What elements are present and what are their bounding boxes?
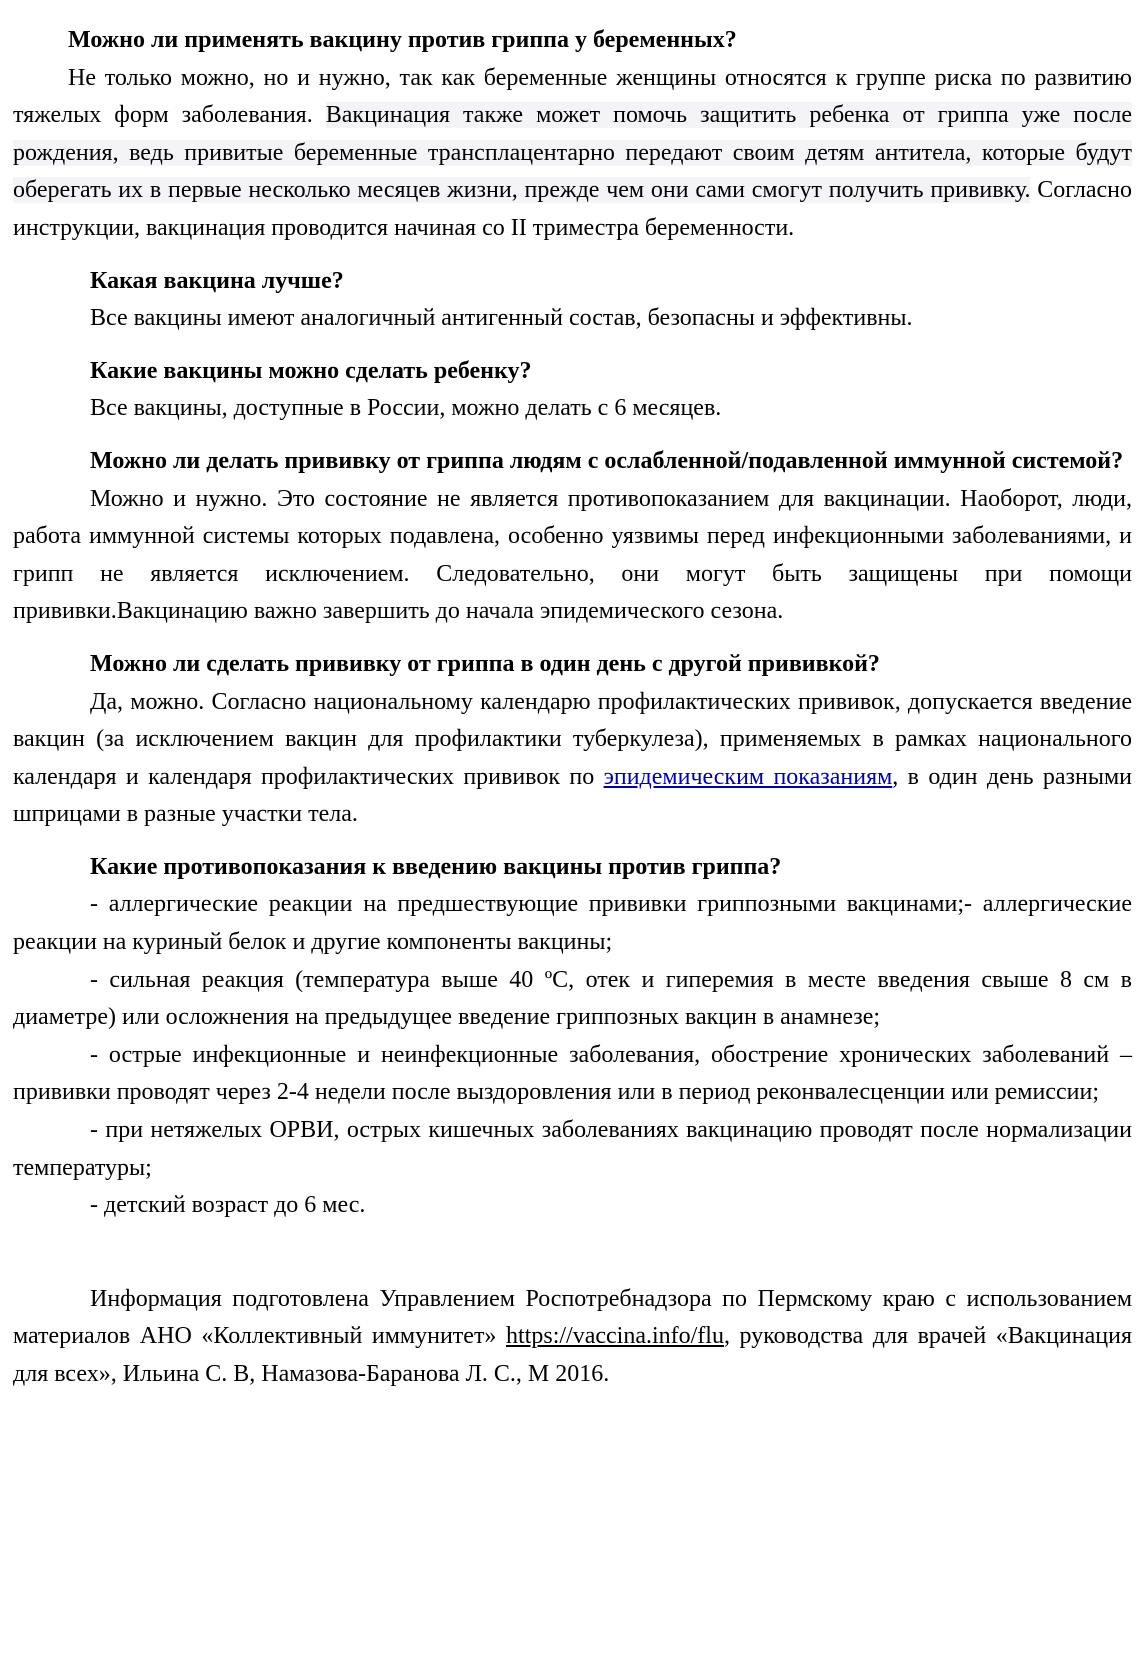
epidemic-indications-link[interactable]: эпидемическим показаниям xyxy=(603,763,893,790)
paragraph-which-vaccine-better: Все вакцины имеют аналогичный антигенный состав, безопасны и эффективны. xyxy=(90,305,913,332)
text-run: Не только можно, но и нужно, так как беременные женщины относятся к группе риска по развитию тяжелых форм заболевания. xyxy=(13,64,1132,129)
text-run: Информация подготовлена Управлением Роспотребнадзора по Пермскому краю с использованием материалов АНО «Коллективный иммунитет» xyxy=(13,1285,1132,1350)
contraindication-item-strong-reaction: - сильная реакция (температура выше 40 ºС, отек и гиперемия в месте введения свыше 8 см в диаметре) или осложнения на предыдущее введение гриппозных вакцин в анамнезе; xyxy=(13,966,1132,1031)
contraindication-item-age: - детский возраст до 6 мес. xyxy=(90,1192,366,1219)
question-heading-child-vaccines: Какие вакцины можно сделать ребенку? xyxy=(90,357,532,384)
contraindication-item-allergic: - аллергические реакции на предшествующие прививки гриппозными вакцинами;- аллергические реакции на куриный белок и другие компоненты вакцины; xyxy=(13,891,1132,956)
text-run: Согласно инструкции, вакцинация проводится начиная со II триместра беременности. xyxy=(13,177,1132,241)
paragraph-child-vaccines: Все вакцины, доступные в России, можно делать с 6 месяцев. xyxy=(90,395,722,422)
question-heading-pregnant: Можно ли применять вакцину против гриппа у беременных? xyxy=(68,27,737,53)
text-run: , руководства для врачей «Вакцинация для всех», Ильина С. В, Намазова-Баранова Л. С., М 2016. xyxy=(13,1323,1132,1387)
paragraph-same-day-vaccination xyxy=(13,684,1132,834)
paragraph-weakened-immune: Можно и нужно. Это состояние не является противопоказанием для вакцинации. Наоборот, люди, работа иммунной системы которых подавлена, особенно уязвимы перед инфекционными заболеваниями, и грипп не является исключением. Следовательно, они могут быть защищены при помощи прививки.Вакцинацию важно завершить до начала эпидемического сезона. xyxy=(13,485,1132,625)
vaccina-info-link[interactable]: https://vaccina.info/flu xyxy=(506,1323,724,1350)
paragraph-pregnant xyxy=(13,60,1132,248)
text-run: , в один день разными шприцами в разные участки тела. xyxy=(13,763,1133,828)
question-heading-which-vaccine-better: Какая вакцина лучше? xyxy=(90,267,344,294)
question-heading-contraindications: Какие противопоказания к введению вакцины против гриппа? xyxy=(90,853,782,880)
source-attribution-paragraph xyxy=(13,1281,1132,1394)
question-heading-weakened-immune: Можно ли делать прививку от гриппа людям с ослабленной/подавленной иммунной системой? xyxy=(90,447,1124,474)
text-run: Да, можно. Согласно национальному календарю профилактических прививок, допускается введение вакцин (за исключением вакцин для профилактики туберкулеза), применяемых в рамках национального календаря и календаря профилактических прививок по xyxy=(13,688,1132,790)
contraindication-item-orvi: - при нетяжелых ОРВИ, острых кишечных заболеваниях вакцинацию проводят после нормализации температуры; xyxy=(13,1117,1132,1181)
question-heading-same-day-vaccination: Можно ли сделать прививку от гриппа в один день с другой прививкой? xyxy=(90,650,880,677)
highlighted-text: Вакцинация также может помочь защитить ребенка от гриппа уже после рождения, ведь привитые беременные трансплацентарно передают своим детям антитела, которые будут оберегать их в первые несколько месяцев жизни, прежде чем они сами смогут получить прививку. xyxy=(13,102,1133,204)
contraindication-item-acute-diseases: - острые инфекционные и неинфекционные заболевания, обострение хронических заболеваний – прививки проводят через 2-4 недели после выздоровления или в период реконвалесценции или ремиссии; xyxy=(13,1041,1132,1106)
